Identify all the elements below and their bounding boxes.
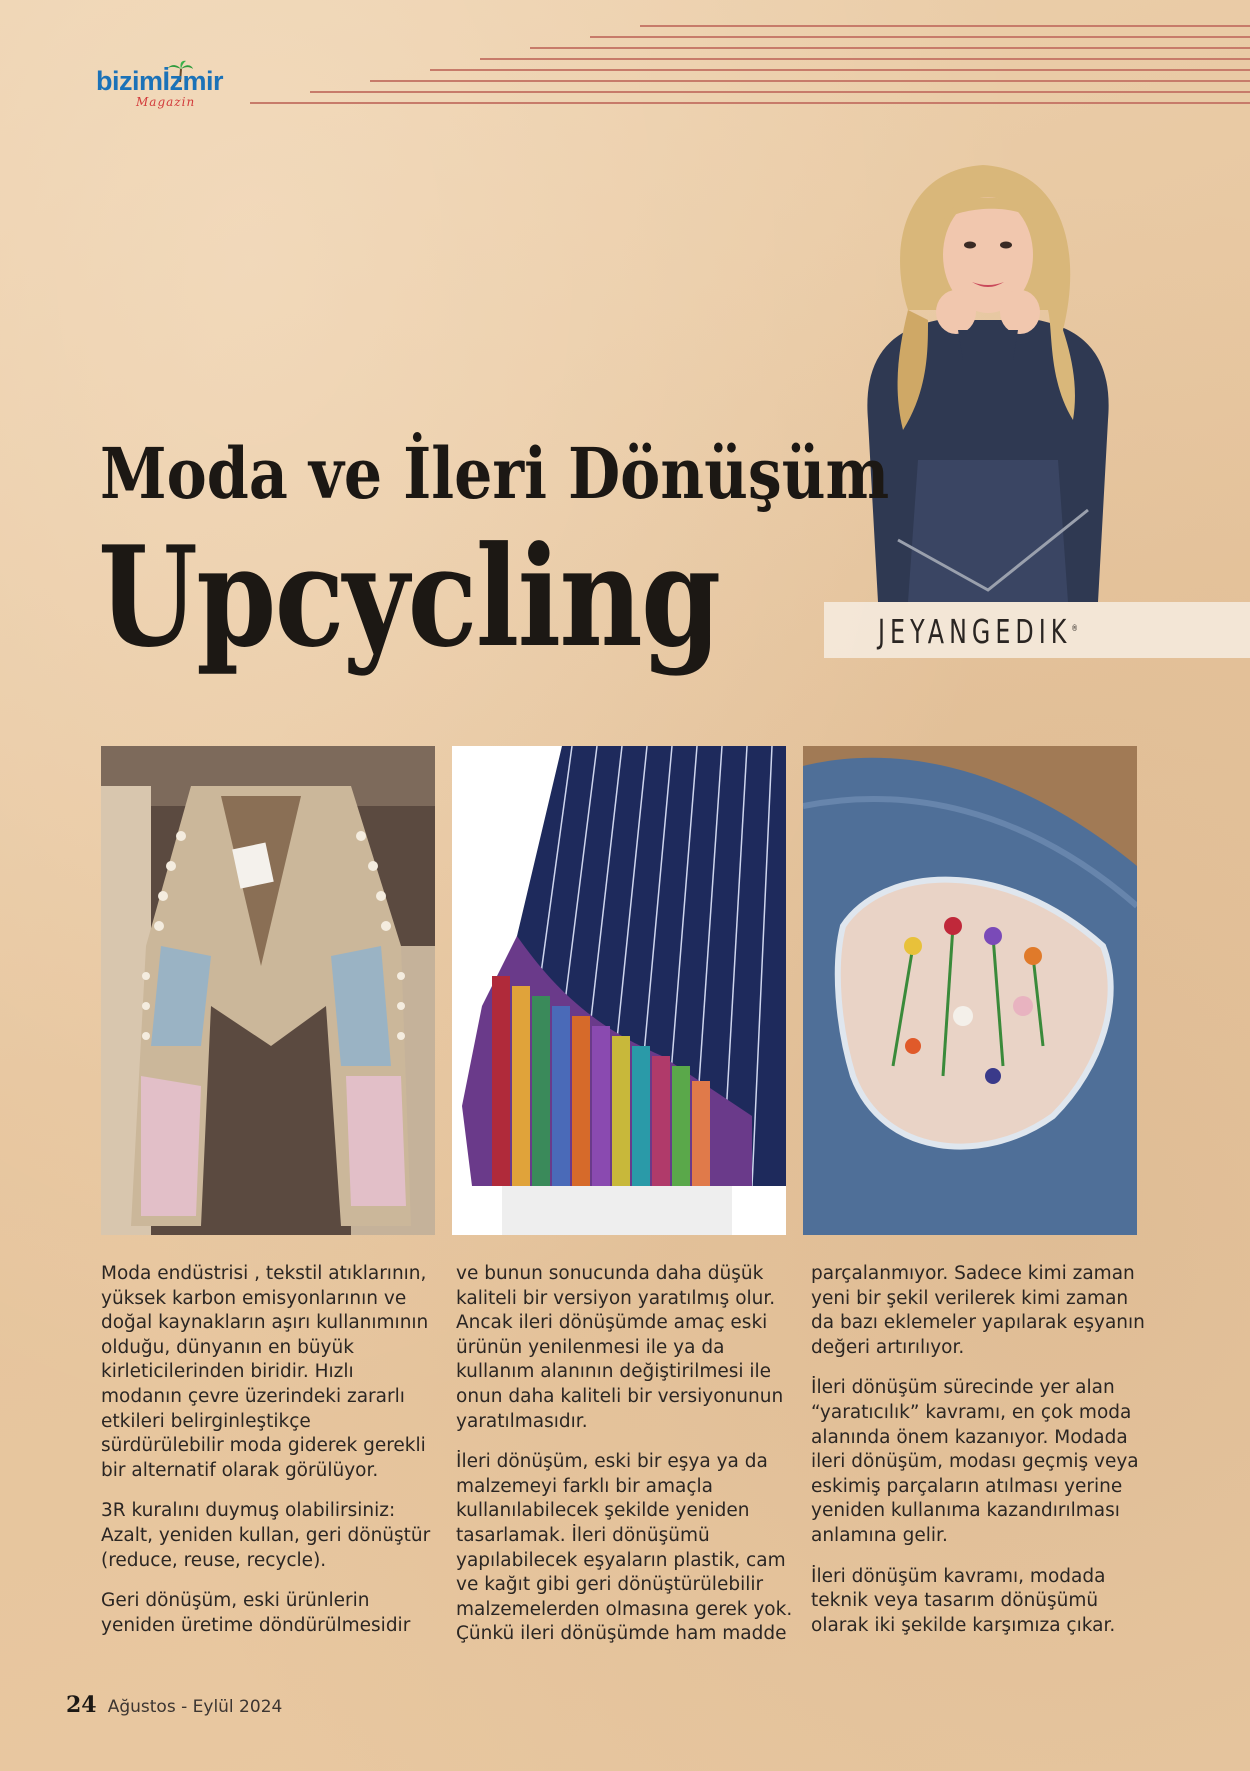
issue-date: Ağustos - Eylül 2024: [107, 1697, 283, 1717]
header-decorative-lines: [250, 24, 1250, 104]
author-portrait-photo: [848, 160, 1128, 602]
headline-line2: Upcycling: [98, 515, 720, 678]
paragraph: Moda endüstrisi , tekstil atıklarının, yüksek karbon emisyonlarının ve doğal kaynakların aşırı kullanımının olduğu, dünyanın en büyük kirleticilerinden biridir. Hızlı modanın çevre üzerindeki zararlı etkileri belirginleştikçe sürdürülebilir moda giderek gerekli bir alternatif olarak görülüyor.: [101, 1263, 429, 1481]
brand-name: bizimİzmir: [96, 66, 224, 96]
paragraph: Geri dönüşüm, eski ürünlerin yeniden üretime döndürülmesidir: [101, 1590, 411, 1636]
brand-logo: [96, 64, 246, 114]
registered-mark: ®: [1071, 624, 1078, 634]
article-column-2: [456, 1262, 794, 1663]
author-name: JEYANGEDIK®: [878, 612, 1078, 651]
page-number: 24: [66, 1692, 97, 1718]
headline-line1: Moda ve İleri Dönüşüm: [100, 432, 890, 515]
embroidered-jeans-photo: [803, 746, 1137, 1235]
paragraph: parçalanmıyor. Sadece kimi zaman yeni bir şekil verilerek kimi zaman da bazı eklemeler yapılarak eşyanın değeri artırılıyor.: [811, 1263, 1145, 1358]
page-footer: [66, 1692, 282, 1718]
author-byline-band: [824, 602, 1250, 658]
striped-patchwork-jacket-photo: [452, 746, 786, 1235]
paragraph: İleri dönüşüm kavramı, modada teknik veya tasarım dönüşümü olarak iki şekilde karşımıza çıkar.: [811, 1565, 1116, 1636]
paragraph: İleri dönüşüm, eski bir eşya ya da malzemeyi farklı bir amaçla kullanılabilecek şekilde yeniden tasarlamak. İleri dönüşümü yapılabilecek eşyaların plastik, cam ve kağıt gibi geri dönüştürülebilir malzemelerden olmasına gerek yok. Çünkü ileri dönüşümde ham madde: [456, 1451, 793, 1645]
paragraph: 3R kuralını duymuş olabilirsiniz: Azalt, yeniden kullan, geri dönüştür (reduce, reuse, recycle).: [101, 1500, 431, 1571]
embellished-jacket-photo: [101, 746, 435, 1235]
article-column-3: [811, 1262, 1149, 1654]
brand-tagline: Magazin: [136, 95, 196, 109]
article-column-1: [101, 1262, 439, 1654]
paragraph: ve bunun sonucunda daha düşük kaliteli bir versiyon yaratılmış olur. Ancak ileri dönüşümde amaç eski ürünün yenilenmesi ile ya da kullanım alanının değiştirilmesi ile onun daha kaliteli bir versiyonunun yaratılmasıdır.: [456, 1263, 784, 1432]
paragraph: İleri dönüşüm sürecinde yer alan “yaratıcılık” kavramı, en çok moda alanında önem kazanıyor. Modada ileri dönüşüm, modası geçmiş veya eskimiş parçaların atılması yerine yeniden kullanıma kazandırılması anlamına gelir.: [811, 1377, 1139, 1546]
